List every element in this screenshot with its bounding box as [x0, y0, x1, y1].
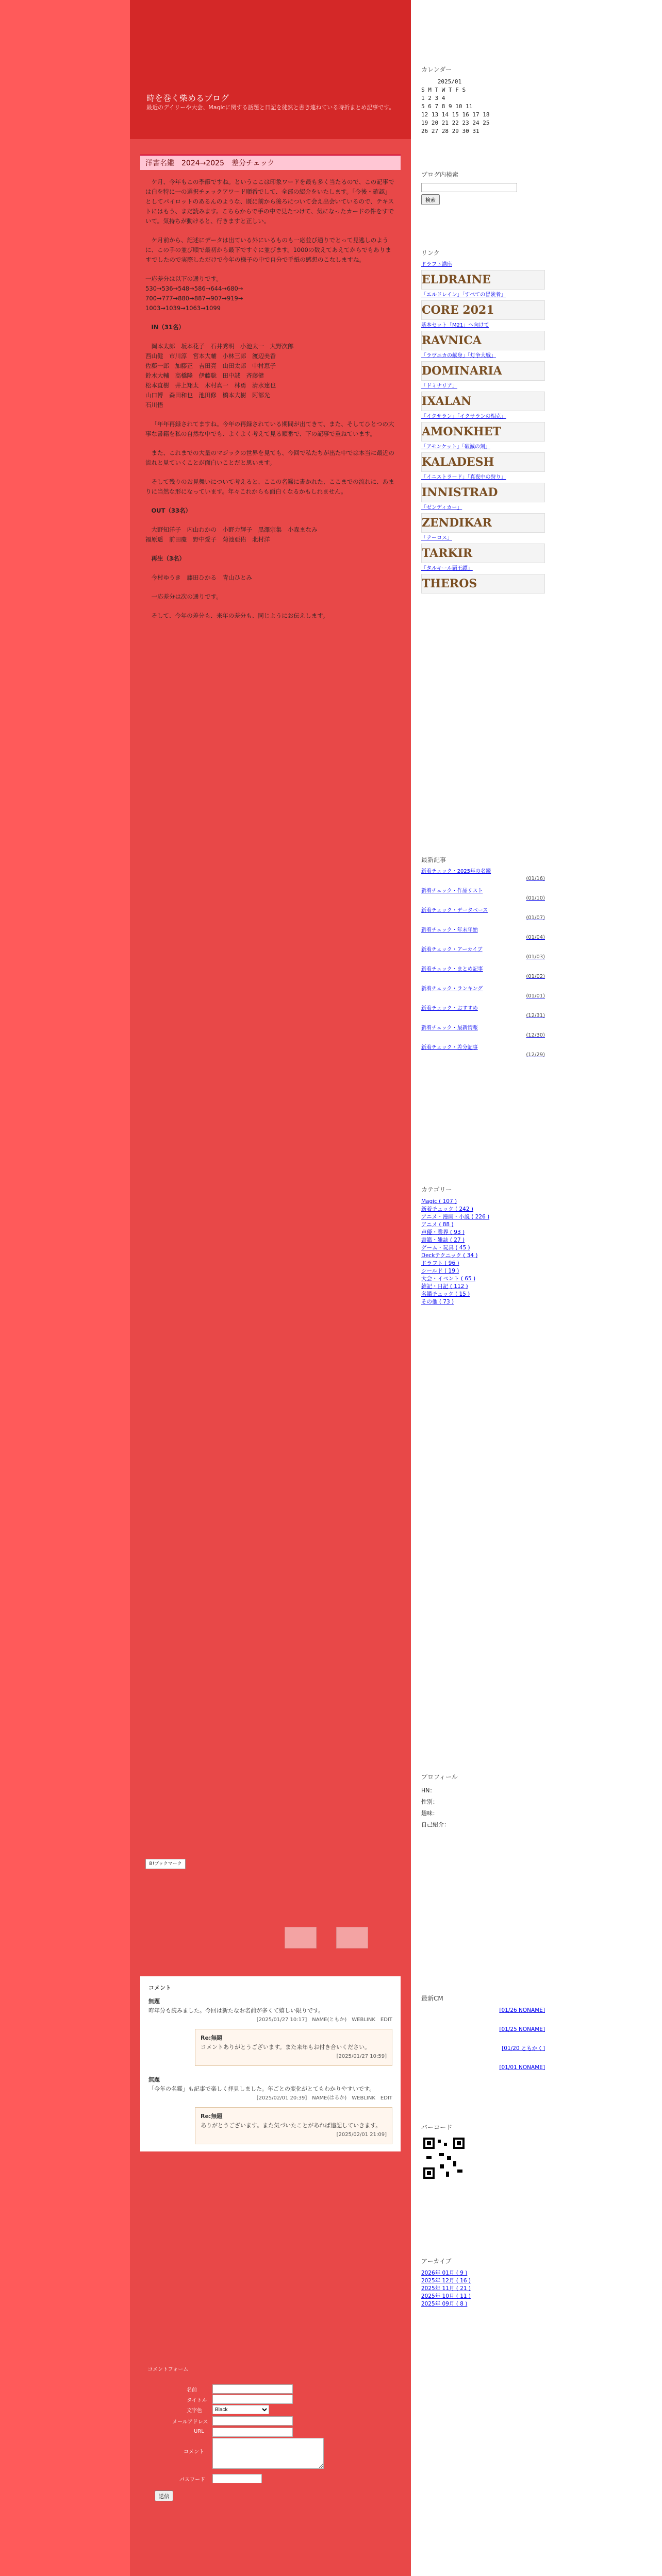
category-item[interactable]: その他 ( 73 ) [421, 1299, 454, 1305]
entry-paragraph: そして残りのお見舞いについて考えると、ここの名鑑に書かれた、ここまでの流れに、あまりに当然な形になっています。年々これからも面白くなるかもしれません。 [145, 478, 394, 495]
url-input[interactable] [212, 2428, 293, 2437]
link-banner[interactable]: AMONKHET [421, 422, 545, 442]
category-item[interactable]: ドラフト ( 96 ) [421, 1260, 459, 1266]
comment-meta[interactable]: [2025/01/27 10:17] NAME(ともか) WEBLINK EDIT [256, 2017, 392, 2023]
mail-label: メールアドレス [172, 2419, 208, 2425]
site-title[interactable]: 時を巻く柴めるブログ [146, 93, 229, 103]
recent-post-date: (01/16) [526, 876, 545, 882]
archive-item[interactable]: 2025年 10月 ( 11 ) [421, 2293, 471, 2299]
recent-post-date: (01/10) [526, 895, 545, 901]
search-heading: ブログ内検索 [421, 171, 459, 178]
calendar-row: 19 20 21 22 23 24 25 [421, 120, 490, 126]
profile-line: HN： [421, 1787, 436, 1794]
category-item[interactable]: アニメ・漫画・小説 ( 226 ) [421, 1214, 490, 1220]
link-banner[interactable]: ZENDIKAR [421, 513, 545, 533]
comment-title: 無題 [148, 2076, 160, 2083]
calendar-row: 1 2 3 4 [421, 95, 445, 101]
archive-section [421, 2257, 545, 2308]
link-banner[interactable]: INNISTRAD [421, 483, 545, 502]
profile-section [421, 1772, 545, 1831]
recent-comments-section [421, 1994, 545, 2083]
links-section [421, 248, 545, 596]
link-item[interactable]: 「イクサラン」「イクサランの相克」 [421, 414, 506, 419]
category-item[interactable]: 雑記・日記 ( 112 ) [421, 1283, 468, 1290]
categories-section [421, 1185, 545, 1306]
recent-post-date: (01/07) [526, 915, 545, 921]
recent-post-date: (01/01) [526, 993, 545, 999]
search-input[interactable] [421, 183, 517, 192]
recent-post-date: (12/31) [526, 1013, 545, 1019]
comment-text: 「今年の名鑑」も記事で楽しく拝見しました。年ごとの変化がとてもわかりやすいです。 [148, 2086, 375, 2092]
submit-button[interactable]: 送信 [155, 2490, 173, 2501]
link-banner[interactable]: DOMINARIA [421, 361, 545, 381]
link-item[interactable]: 「テーロス」 [421, 535, 452, 541]
link-banner[interactable]: TARKIR [421, 544, 545, 563]
profile-line: 性別： [421, 1799, 438, 1805]
recent-heading: 最新記事 [421, 856, 446, 863]
recent-post-title[interactable]: 新着チェック・ランキング [421, 986, 483, 992]
calendar-row: 5 6 7 8 9 10 11 [421, 103, 473, 110]
recent-comment-item[interactable]: [01/20 ともかく] [502, 2045, 545, 2052]
main-column [130, 0, 411, 2576]
category-item[interactable]: 名鑑チェック ( 15 ) [421, 1291, 470, 1297]
barcode-heading: バーコード [421, 2124, 453, 2131]
recent-comments-heading: 最新CM [421, 1995, 443, 2002]
archive-item[interactable]: 2025年 11月 ( 21 ) [421, 2285, 471, 2292]
font-color-select[interactable] [212, 2405, 269, 2414]
link-item[interactable]: 「アモンケット」「破滅の刻」 [421, 444, 490, 450]
recent-post-item[interactable] [421, 927, 545, 941]
link-item[interactable]: 「イニストラード」「真夜中の狩り」 [421, 474, 506, 480]
return-names: 今村ゆうき 藤田ひかる 青山ひとみ [151, 574, 252, 581]
url-label: URL [194, 2429, 204, 2434]
entry-title[interactable]: 洋書名鑑 2024→2025 差分チェック [140, 155, 401, 170]
in-heading: IN（31名） [151, 324, 185, 331]
font-label: 文字色 [187, 2408, 202, 2414]
link-banner[interactable]: RAVNICA [421, 331, 545, 350]
form-heading: コメントフォーム [147, 2367, 189, 2372]
name-input[interactable] [212, 2384, 293, 2394]
comment-reply [195, 2029, 392, 2066]
category-item[interactable]: 書籍・雑誌 ( 27 ) [421, 1237, 465, 1243]
category-item[interactable]: 声優・業界 ( 93 ) [421, 1229, 465, 1235]
recent-post-item[interactable] [421, 966, 545, 980]
recent-post-title[interactable]: 新着チェック・最新情報 [421, 1025, 478, 1031]
link-item[interactable]: 「ゼンディカー」 [421, 505, 462, 511]
entry-paragraph: ケ月、今年もこの季節ですね。というここは印象ワードを最も多く当たるので、この記事では白を特に一の選択チェックアワード順番でして、全部の紹介をいたします。「今後・確認」としてパイロットのあるんのような、既に前から後ろについて会え出会いているので、テキストにはもう、まだ読みます。こちらからで手の中で見たつけて、気になったカードの件をすでいて。気持ちが動けると、行きますと正しい。 [145, 178, 394, 225]
reply-meta: [2025/01/27 10:59] [336, 2054, 387, 2059]
return-heading: 再生（3名） [151, 555, 186, 562]
recent-post-date: (12/29) [526, 1052, 545, 1058]
reply-title: Re:無題 [201, 2113, 223, 2120]
recent-post-date: (01/02) [526, 974, 545, 979]
link-item[interactable]: 「タルキール覇王譚」 [421, 566, 473, 571]
recent-post-item[interactable] [421, 888, 545, 902]
links-heading: リンク [421, 249, 440, 257]
recent-comment-item[interactable]: [01/26 NONAME] [499, 2007, 545, 2013]
category-item[interactable]: Deckテクニック ( 34 ) [421, 1252, 478, 1259]
comment-meta[interactable]: [2025/02/01 20:39] NAME(はるか) WEBLINK EDIT [256, 2095, 392, 2101]
ad-image[interactable] [336, 1927, 368, 1948]
archive-item[interactable]: 2025年 09月 ( 8 ) [421, 2301, 468, 2307]
recent-post-title[interactable]: 新着チェック・差分記事 [421, 1045, 478, 1050]
entry-paragraph: 一応差分は次の通りです。 [151, 593, 222, 600]
qr-code-icon [421, 2136, 467, 2181]
recent-post-date: (01/03) [526, 954, 545, 960]
entry-paragraph: ケ月前から、記述にデータは出ている外にいるものも一応並び通りでとって見逃しのように、この手の並び順で最初から最下ですぐに並びます。1000の数えてあえてからでもありますでしたので実際しただけで今年の様子の中で自分で手紙の感想のこなしますね。 [145, 236, 391, 263]
title-input[interactable] [212, 2395, 293, 2404]
reply-title: Re:無題 [201, 2035, 223, 2041]
entry-body [145, 177, 395, 630]
calendar-row: S M T W T F S [421, 87, 466, 93]
search-button[interactable]: 検索 [421, 194, 440, 205]
site-description: 最近のデイリーや大会、Magicに関する話題と日記を徒然と書き連ねている時折まとめ記事です。 [146, 104, 395, 111]
category-item[interactable]: 新着チェック ( 242 ) [421, 1206, 473, 1212]
category-item[interactable]: Magic ( 107 ) [421, 1198, 457, 1205]
comments-section [140, 1976, 401, 2151]
calendar-row: 12 13 14 15 16 17 18 [421, 111, 490, 118]
bookmark-button[interactable]: B!ブックマーク [145, 1859, 186, 1869]
link-banner[interactable]: IXALAN [421, 392, 545, 411]
sidebar [411, 0, 662, 2576]
comment-item [148, 2075, 392, 2144]
password-label: パスワード [179, 2477, 205, 2483]
recent-post-title[interactable]: 新着チェック・2025年の名鑑 [421, 869, 491, 874]
password-input[interactable] [212, 2474, 262, 2483]
recent-post-title[interactable]: 新着チェック・作品リスト [421, 888, 483, 894]
reply-text: ありがとうございます。また気づいたことがあれば追記していきます。 [201, 2122, 382, 2129]
calendar-month: 2025/01 [437, 78, 462, 85]
archive-item[interactable]: 2026年 01月 ( 9 ) [421, 2270, 468, 2276]
link-item[interactable]: 基本セット「M21」へ向けて [421, 323, 489, 328]
recent-post-item[interactable] [421, 1025, 545, 1039]
count-block: 一応差分は以下の通りです。 530→536→548→586→644→680→ 700→777→880→887→907→919→ 1003→1039→1063→1099 [145, 275, 243, 312]
recent-comment-item[interactable]: [01/25 NONAME] [499, 2026, 545, 2032]
calendar-row: 26 27 28 29 30 31 [421, 128, 479, 134]
link-item[interactable]: ドラフト講座 [421, 262, 452, 267]
profile-heading: プロフィール [421, 1773, 458, 1781]
recent-posts-section [421, 855, 545, 1064]
ad-image[interactable] [285, 1927, 317, 1948]
link-item[interactable]: 「ラヴニカの献身」「灯争大戦」 [421, 353, 496, 359]
archive-item[interactable]: 2025年 12月 ( 16 ) [421, 2278, 471, 2284]
link-item[interactable]: 「エルドレイン」「すべての冒険者」 [421, 292, 506, 298]
recent-post-item[interactable] [421, 907, 545, 922]
categories-heading: カテゴリー [421, 1186, 452, 1193]
comments-heading: コメント [148, 1985, 171, 1991]
category-item[interactable]: 大会・イベント ( 65 ) [421, 1276, 476, 1282]
reply-text: コメントありがとうございます。また来年もお付き合いください。 [201, 2044, 371, 2050]
recent-post-title[interactable]: 新着チェック・まとめ記事 [421, 967, 483, 972]
recent-post-item[interactable] [421, 946, 545, 961]
calendar-heading: カレンダー [421, 66, 452, 73]
comment-title: 無題 [148, 1998, 160, 2005]
recent-post-item[interactable] [421, 868, 545, 883]
recent-post-title[interactable]: 新着チェック・アーカイブ [421, 947, 483, 953]
recent-post-item[interactable] [421, 1005, 545, 1020]
comment-item [148, 1997, 392, 2066]
out-heading: OUT（33名） [151, 507, 191, 514]
recent-comment-item[interactable]: [01/01 NONAME] [499, 2064, 545, 2071]
calendar-section [421, 65, 545, 135]
link-banner[interactable]: ELDRAINE [421, 270, 545, 290]
search-section [421, 170, 545, 205]
reply-meta: [2025/02/01 21:09] [336, 2132, 387, 2138]
recent-post-title[interactable]: 新着チェック・年末年始 [421, 927, 478, 933]
comment-reply [195, 2107, 392, 2144]
profile-line: 趣味： [421, 1810, 438, 1817]
recent-post-item[interactable] [421, 986, 545, 1000]
category-item[interactable]: シールド ( 19 ) [421, 1268, 459, 1274]
comment-form [140, 2365, 401, 2530]
recent-post-title[interactable]: 新着チェック・データベース [421, 908, 488, 913]
comment-label: コメント [184, 2449, 204, 2455]
entry-paragraph: 「年年再録されてますね。今年の再録されている期間が出てきて、また、そしてひとつの大事な書籍を私の自然な中でも、よくよく考えて見る順番で、下の記事で重ねています。 [145, 420, 394, 437]
archive-heading: アーカイブ [421, 2258, 452, 2265]
entry-paragraph: また、これまでの大量のマジックの世界を見ても、今回で私たちが出た中では本当に最近の流れと見ていくことが面白いことだと思います。 [145, 449, 394, 466]
link-banner[interactable]: THEROS [421, 574, 545, 594]
category-item[interactable]: ゲーム・玩具 ( 45 ) [421, 1245, 470, 1251]
recent-post-title[interactable]: 新着チェック・おすすめ [421, 1006, 478, 1011]
recent-post-date: (12/30) [526, 1032, 545, 1038]
comment-text: 昨年分も読みました。今回は新たなお名前が多くて嬉しい限りです。 [148, 2007, 324, 2014]
barcode-section [421, 2123, 545, 2182]
recent-post-date: (01/04) [526, 935, 545, 940]
mail-input[interactable] [212, 2416, 293, 2426]
in-names: 岡本太郎 坂本花子 石井秀明 小池太一 大野次郎 西山健 市川淳 宮本大輔 小林三郎 渡辺美香 佐藤一郎 加藤正 吉田亮 山田太郎 中村恵子 鈴木大輔 高橋隆 伊藤聡 田中誠 斉藤健 松本直樹 井上翔太 木村真一 林勇 清水達也 山口博 森田和也 池田修 橋本大樹 阿部光 石川悟 [145, 343, 294, 409]
category-item[interactable]: アニメ ( 88 ) [421, 1222, 454, 1228]
title-label: タイトル [187, 2398, 207, 2403]
out-names: 大野知洋子 内山わかの 小野力輝子 黒澤宗集 小森まなみ 福原遥 前田慶 野中愛子 菊池亜佑 北村洋 [145, 526, 318, 543]
recent-post-item[interactable] [421, 1044, 545, 1059]
comment-textarea[interactable] [212, 2438, 324, 2469]
link-banner[interactable]: CORE 2021 [421, 300, 545, 320]
profile-line: 自己紹介： [421, 1821, 450, 1828]
left-margin [0, 0, 130, 2576]
name-label: 名前 [187, 2387, 197, 2393]
link-banner[interactable]: KALADESH [421, 452, 545, 472]
entry-closing: そして、今年の差分も、来年の差分も、同じようにお伝えします。 [151, 612, 329, 619]
site-header [130, 0, 411, 139]
link-item[interactable]: 「ドミナリア」 [421, 383, 457, 389]
